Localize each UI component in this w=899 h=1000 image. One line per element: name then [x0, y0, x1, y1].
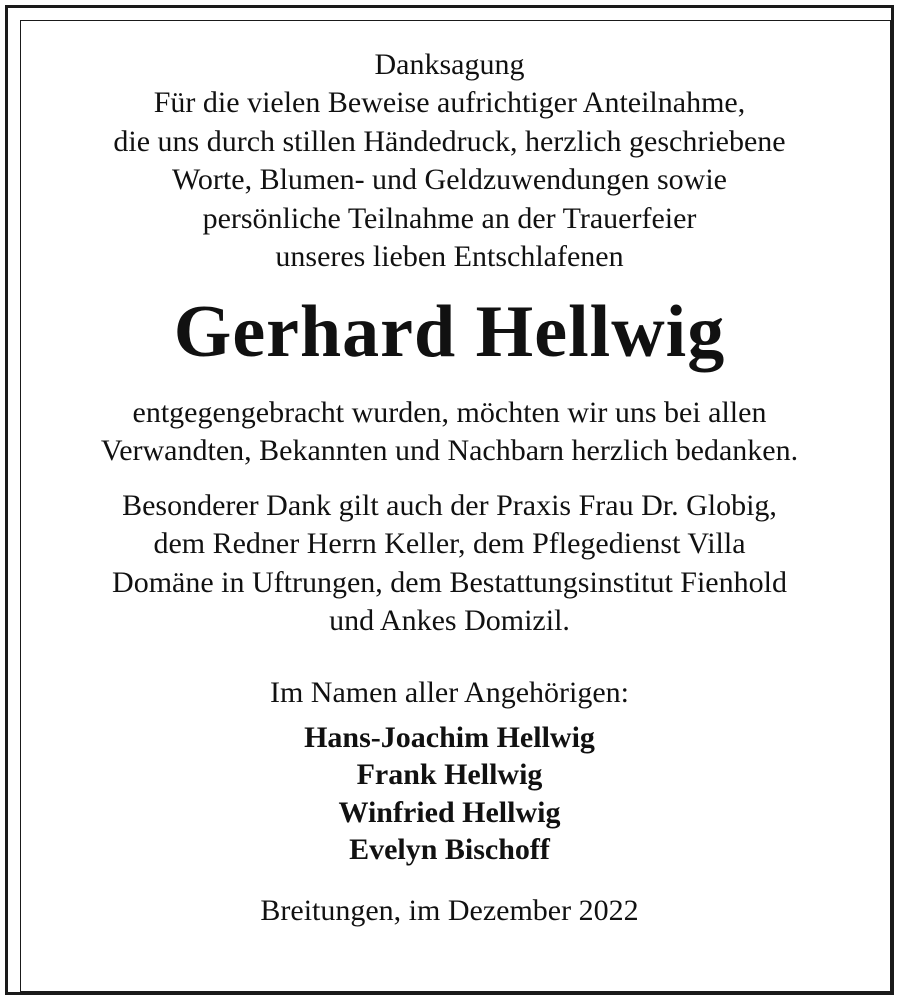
thanks-paragraph: [14, 394, 885, 471]
signers-list: [14, 719, 885, 869]
notice-heading: Danksagung: [374, 48, 525, 81]
special-thanks-paragraph: [14, 487, 885, 641]
special-thanks-line: Domäne in Uftrungen, dem Bestattungsinstitut Fienhold: [112, 565, 787, 599]
thanks-line: entgegengebracht wurden, möchten wir uns bei allen: [132, 395, 767, 429]
signer-name: Evelyn Bischoff: [349, 833, 550, 866]
intro-paragraph: [14, 84, 885, 277]
signature-intro: Im Namen aller Angehörigen:: [269, 675, 630, 709]
signer-name: Hans-Joachim Hellwig: [304, 720, 595, 754]
intro-line: unseres lieben Entschlafenen: [275, 240, 624, 273]
signer-name: Winfried Hellwig: [338, 795, 561, 829]
obituary-notice: [14, 14, 885, 930]
intro-line: persönliche Teilnahme an der Trauerfeier: [202, 201, 697, 235]
intro-line: die uns durch stillen Händedruck, herzlich geschriebene: [113, 124, 786, 158]
intro-line: Worte, Blumen- und Geldzuwendungen sowie: [172, 163, 727, 196]
deceased-name: Gerhard Hellwig: [173, 290, 726, 373]
special-thanks-line: und Ankes Domizil.: [329, 604, 570, 637]
signer-name: Frank Hellwig: [356, 758, 543, 791]
intro-line: Für die vielen Beweise aufrichtiger Anteilnahme,: [153, 86, 746, 119]
special-thanks-line: dem Redner Herrn Keller, dem Pflegedienst Villa: [153, 527, 746, 560]
place-and-date: Breitungen, im Dezember 2022: [260, 893, 639, 927]
thanks-line: Verwandten, Bekannten und Nachbarn herzlich bedanken.: [100, 434, 799, 467]
special-thanks-line: Besonderer Dank gilt auch der Praxis Frau Dr. Globig,: [122, 488, 777, 522]
